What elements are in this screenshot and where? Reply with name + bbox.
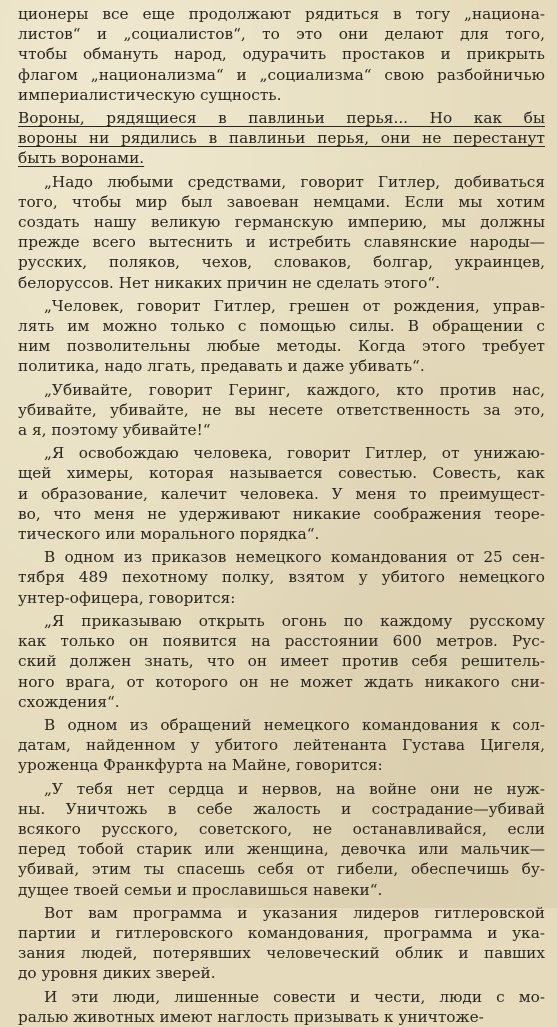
paragraph (18, 380, 545, 441)
text-body (18, 4, 545, 1027)
text-line: убивайте, убивайте, не вы несете ответственность за это, (18, 400, 545, 419)
paragraph (18, 547, 545, 608)
text-line: белоруссов. Нет никаких причин не сделать этого“. (18, 273, 441, 292)
text-line: И эти люди, лишенные совести и чести, люди с мо- (44, 987, 545, 1006)
paragraph (18, 715, 545, 776)
text-line: листов“ и „социалистов“, то это они делают для того, (18, 25, 545, 44)
text-line: прежде всего вытеснить и истребить славянские народы— (18, 233, 545, 252)
paragraph (18, 903, 545, 984)
text-line: быть воронами. (18, 149, 145, 168)
paragraph (18, 172, 545, 293)
text-line: „Я приказываю открыть огонь по каждому русскому (44, 611, 545, 630)
text-line: чтобы обмануть народ, одурачить простаков и прикрыть (18, 45, 545, 64)
text-line: политика, надо лгать, предавать и даже убивать“. (18, 357, 425, 376)
text-line: „Убивайте, говорит Геринг, каждого, кто против нас, (44, 380, 545, 399)
text-line: В одном из приказов немецкого командования от 25 сен- (44, 548, 545, 567)
text-line: схождения“. (18, 692, 120, 711)
text-line: всякого русского, советского, не останавливайся, если (18, 819, 545, 838)
text-line: В одном из обращений немецкого командования к сол- (44, 715, 545, 734)
paragraph (18, 987, 545, 1027)
text-line: того, чтобы мир был завоеван немцами. Если мы хотим (18, 192, 545, 211)
text-line: Вот вам программа и указания лидеров гитлеровской (44, 903, 545, 922)
text-line: и образование, калечит человека. У меня то преимущест- (18, 484, 545, 503)
text-line: создать нашу великую германскую империю, мы должны (18, 213, 545, 232)
text-line: ралью животных имеют наглость призывать к уничтоже- (18, 1007, 484, 1026)
text-line: „Надо любыми средствами, говорит Гитлер, добиваться (44, 172, 545, 191)
text-line: вороны ни рядились в павлиньи перья, они не перестанут (18, 129, 545, 148)
text-line: ного врага, от которого он не может ждать никакого сни- (18, 672, 545, 691)
text-line: тября 489 пехотному полку, взятом у убитого немецкого (18, 568, 545, 587)
paragraph (18, 443, 545, 544)
text-line: империалистическую сущность. (18, 85, 282, 104)
text-line: унтер-офицера, говорится: (18, 588, 236, 607)
text-line: во, что меня не удерживают никакие соображения теоре- (18, 504, 545, 523)
text-line: русских, поляков, чехов, словаков, болгар, украинцев, (18, 253, 545, 272)
text-line: тического или морального порядка“. (18, 525, 320, 544)
text-line: лять им можно только с помощью силы. В обращении с (18, 317, 545, 336)
text-line: ционеры все еще продолжают рядиться в тогу „национа- (18, 5, 545, 23)
text-line: Вороны, рядящиеся в павлиньи перья... Но как бы (18, 109, 545, 128)
text-line: ский должен знать, что он имеет против себя решитель- (18, 652, 545, 671)
text-line: а я, поэтому убивайте!“ (18, 421, 211, 440)
paragraph (18, 779, 545, 900)
text-line: „Человек, говорит Гитлер, грешен от рождения, управ- (44, 296, 545, 315)
text-line: дущее твоей семьи и прославишься навеки“. (18, 880, 383, 899)
text-line: как только он появится на расстоянии 600 метров. Рус- (18, 632, 545, 651)
text-line: уроженца Франкфурта на Майне, говорится: (18, 756, 383, 775)
text-line: щей химеры, которая называется совестью. Совесть, как (18, 464, 545, 483)
text-line: перед тобой старик или женщина, девочка или мальчик— (18, 840, 545, 859)
text-line: ны. Уничтожь в себе жалость и сострадание—убивай (18, 799, 545, 818)
text-line: до уровня диких зверей. (18, 964, 216, 983)
text-line: зания людей, потерявших человеческий облик и павших (18, 944, 545, 963)
text-line: партии и гитлеровского командования, программа и ука- (18, 923, 545, 942)
paragraph (18, 296, 545, 377)
text-line: „У тебя нет сердца и нервов, на войне они не нуж- (44, 779, 545, 798)
paragraph (18, 611, 545, 712)
paragraph (18, 4, 545, 105)
text-line: „Я освобождаю человека, говорит Гитлер, от унижаю- (44, 444, 545, 463)
paragraph (18, 108, 545, 169)
text-line: убивай, этим ты спасешь себя от гибели, обеспечишь бу- (18, 860, 545, 879)
text-line: ним позволительны любые методы. Когда этого требует (18, 337, 545, 356)
text-line: флагом „национализма“ и „социализма“ свою разбойничью (18, 65, 545, 84)
text-line: датам, найденном у убитого лейтенанта Густава Цигеля, (18, 736, 545, 755)
